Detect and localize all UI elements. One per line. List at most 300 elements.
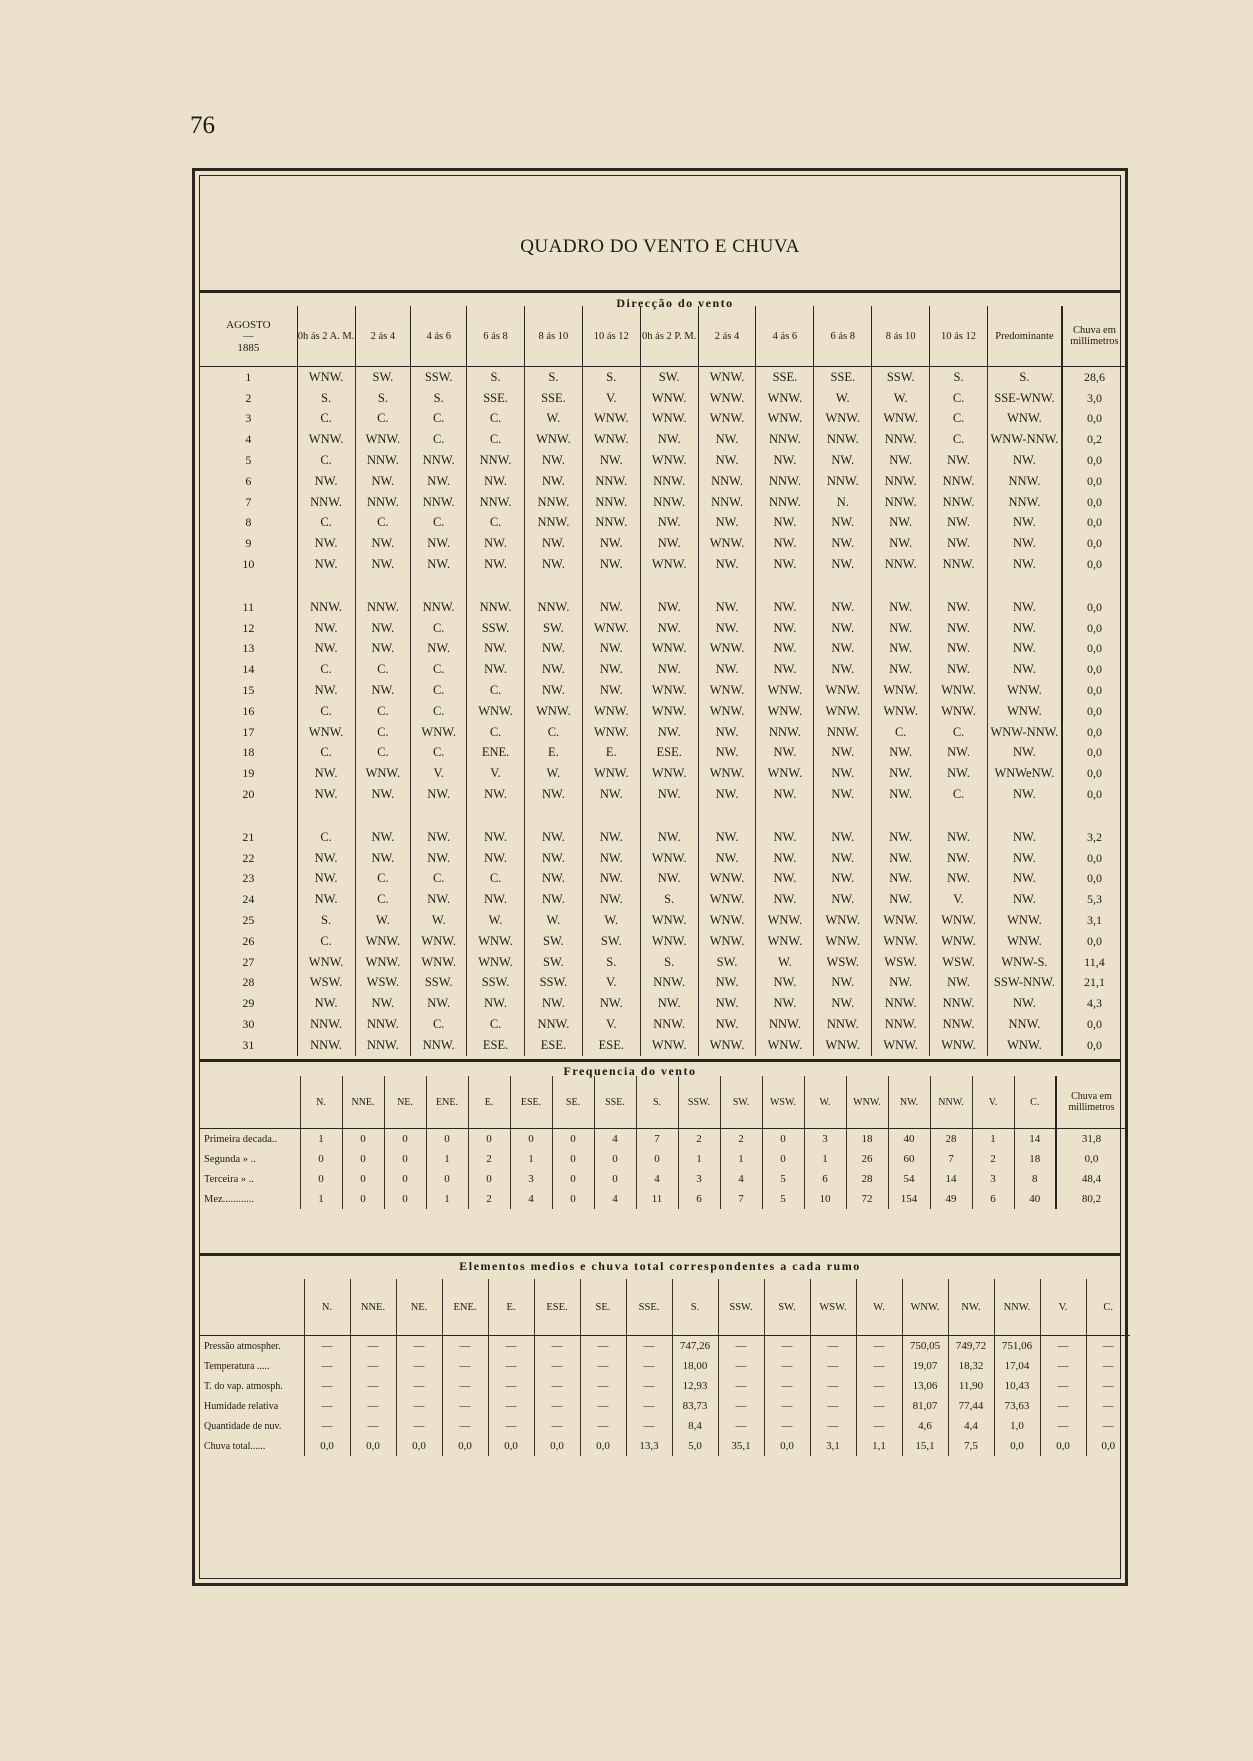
elements-row-label: Quantidade de nuv. [204,1420,282,1432]
rain-cell: 11,4 [1062,952,1126,973]
wind-cell: WNW. [698,367,756,388]
wind-cell: NW. [987,993,1061,1014]
frequency-cell: 0 [552,1129,594,1150]
rain-cell: 0,0 [1062,1014,1126,1035]
wind-cell: C. [411,429,467,450]
wind-cell: WNW. [467,952,525,973]
gap-cell [987,805,1061,827]
frequency-cell: 72 [846,1189,888,1209]
wind-cell: NW. [582,597,640,618]
table-row [200,1376,1130,1396]
elements-cell: — [534,1376,580,1396]
frequency-cell: 0 [552,1189,594,1209]
elements-cell: — [580,1376,626,1396]
wind-column-header: 2 ás 4 [355,306,411,367]
elements-body [200,1336,1130,1457]
wind-cell: NW. [814,784,872,805]
elements-cell: 17,04 [994,1356,1040,1376]
wind-cell: S. [467,367,525,388]
day-cell: 16 [200,701,297,722]
elements-cell: 0,0 [1086,1436,1130,1456]
wind-cell: WNW. [930,931,988,952]
elements-column-header: WNW. [902,1279,948,1336]
wind-cell: NW. [355,618,411,639]
frequency-cell: 0 [636,1149,678,1169]
day-cell: 27 [200,952,297,973]
frequency-header-row [200,1076,1126,1129]
frequency-cell: 1 [720,1149,762,1169]
elements-cell: — [856,1416,902,1436]
wind-direction-body [200,367,1126,1056]
elements-cell: — [534,1416,580,1436]
wind-cell: WNW. [467,701,525,722]
wind-cell: W. [467,910,525,931]
day-cell: 29 [200,993,297,1014]
wind-cell: WNW. [640,680,698,701]
page-number: 76 [190,112,215,139]
wind-cell: NNW. [582,471,640,492]
frequency-cell: 1 [300,1189,342,1209]
day-cell: 17 [200,722,297,743]
gap-cell [698,805,756,827]
wind-cell: WNW. [467,931,525,952]
table-row [200,450,1126,471]
table-row [200,1189,1126,1209]
table-row [200,409,1126,430]
elements-row-label: T. do vap. atmosph. [204,1380,283,1392]
wind-cell: C. [411,1014,467,1035]
elements-cell: — [304,1356,350,1376]
wind-cell: NW. [355,848,411,869]
elements-cell: — [396,1376,442,1396]
wind-column-header: 8 ás 10 [872,306,930,367]
wind-cell: W. [524,910,582,931]
elements-cell: 11,90 [948,1376,994,1396]
wind-cell: WNW. [987,910,1061,931]
rain-cell: 0,0 [1062,533,1126,554]
rule-top [200,290,1120,293]
wind-cell: NW. [756,869,814,890]
wind-cell: ESE. [524,1035,582,1056]
frequency-cell: 0 [426,1129,468,1150]
elements-cell: 7,5 [948,1436,994,1456]
wind-cell: NW. [297,471,355,492]
wind-cell: NW. [756,639,814,660]
wind-cell: WNW. [814,701,872,722]
wind-cell: S. [640,889,698,910]
table-row [200,429,1126,450]
wind-cell: C. [467,1014,525,1035]
elements-cell: 83,73 [672,1396,718,1416]
gap-cell [756,805,814,827]
elements-column-header: NNW. [994,1279,1040,1336]
wind-cell: NW. [698,743,756,764]
wind-cell: V. [582,388,640,409]
frequency-cell: 0 [300,1149,342,1169]
wind-cell: WNW. [872,701,930,722]
elements-cell: — [396,1336,442,1357]
wind-cell: C. [524,722,582,743]
gap-cell [297,575,355,597]
day-cell: 10 [200,554,297,575]
frequency-column-header: N. [300,1076,342,1129]
rain-cell: 0,0 [1062,848,1126,869]
gap-cell [467,575,525,597]
wind-cell: NNW. [355,492,411,513]
wind-cell: NW. [987,659,1061,680]
wind-cell: NW. [930,763,988,784]
wind-cell: NW. [756,618,814,639]
elements-cell: — [350,1336,396,1357]
table-row [200,1396,1130,1416]
wind-cell: WNW. [756,388,814,409]
wind-cell: NW. [814,869,872,890]
frequency-cell: 3 [510,1169,552,1189]
wind-cell: WNW. [814,931,872,952]
wind-cell: NW. [698,784,756,805]
wind-cell: NW. [297,533,355,554]
wind-cell: NW. [297,889,355,910]
wind-cell: NW. [987,533,1061,554]
frequency-rain-cell: 0,0 [1056,1149,1126,1169]
wind-cell: WNW. [640,409,698,430]
wind-cell: SSW. [411,973,467,994]
elements-cell: — [810,1416,856,1436]
wind-cell: NW. [814,659,872,680]
wind-cell: NW. [756,743,814,764]
elements-column-header: E. [488,1279,534,1336]
wind-cell: W. [411,910,467,931]
wind-cell: NW. [411,889,467,910]
wind-cell: NW. [640,513,698,534]
wind-cell: SW. [355,367,411,388]
wind-cell: WNW. [756,931,814,952]
elements-cell: — [810,1336,856,1357]
wind-cell: WNW. [411,952,467,973]
elements-cell: — [350,1356,396,1376]
gap-cell [411,575,467,597]
table-row [200,889,1126,910]
day-cell: 31 [200,1035,297,1056]
wind-cell: NW. [814,513,872,534]
wind-cell: NW. [524,471,582,492]
wind-cell: NW. [814,639,872,660]
elements-cell: — [856,1356,902,1376]
table-row [200,1014,1126,1035]
wind-cell: NNW. [872,554,930,575]
rain-cell: 28,6 [1062,367,1126,388]
wind-cell: C. [297,659,355,680]
elements-cell: — [1040,1356,1086,1376]
elements-cell: — [1086,1336,1130,1357]
elements-cell: — [626,1396,672,1416]
wind-cell: SSE. [756,367,814,388]
wind-cell: ENE. [467,743,525,764]
wind-cell: NW. [930,743,988,764]
table-row [200,1035,1126,1056]
rain-cell: 5,3 [1062,889,1126,910]
frequency-row-label: Primeira decada.. [204,1133,278,1145]
wind-cell: NW. [698,597,756,618]
frequency-cell: 1 [510,1149,552,1169]
wind-cell: NW. [582,869,640,890]
rule-frequency [200,1059,1120,1062]
wind-cell: NW. [872,639,930,660]
wind-cell: NW. [524,848,582,869]
wind-cell: WNW. [987,931,1061,952]
wind-cell: SW. [698,952,756,973]
day-cell: 7 [200,492,297,513]
elements-cell: 1,1 [856,1436,902,1456]
frequency-column-header: WNW. [846,1076,888,1129]
elements-cell: — [488,1356,534,1376]
frequency-cell: 0 [342,1169,384,1189]
frequency-cell: 2 [678,1129,720,1150]
table-row [200,597,1126,618]
frequency-cell: 0 [300,1169,342,1189]
elements-cell: 5,0 [672,1436,718,1456]
elements-cell: — [856,1376,902,1396]
elements-cell: — [488,1416,534,1436]
wind-cell: C. [467,722,525,743]
wind-cell: NNW. [297,492,355,513]
wind-cell: WNW. [640,910,698,931]
wind-cell: NNW. [467,597,525,618]
wind-cell: NW. [524,659,582,680]
wind-cell: WNW. [698,409,756,430]
wind-column-header: 4 ás 6 [756,306,814,367]
wind-cell: WNW. [872,931,930,952]
table-row [200,827,1126,848]
elements-row-label: Chuva total...... [204,1440,266,1452]
wind-cell: NW. [524,533,582,554]
elements-column-header: SSE. [626,1279,672,1336]
wind-cell: WNWeNW. [987,763,1061,784]
elements-cell: 18,32 [948,1356,994,1376]
wind-cell: NW. [756,450,814,471]
rule-elements [200,1253,1120,1256]
elements-cell: — [764,1356,810,1376]
wind-cell: WNW. [987,680,1061,701]
wind-cell: WNW. [698,763,756,784]
wind-cell: NNW. [698,492,756,513]
frequency-cell: 28 [930,1129,972,1150]
frequency-row-label: Segunda » .. [204,1153,256,1165]
wind-cell: NW. [872,784,930,805]
wind-cell: WNW. [297,367,355,388]
wind-cell: WNW. [297,952,355,973]
wind-cell: NNW. [640,1014,698,1035]
elements-cell: — [626,1336,672,1357]
frequency-cell: 3 [678,1169,720,1189]
elements-cell: 77,44 [948,1396,994,1416]
wind-cell: C. [355,869,411,890]
wind-cell: NW. [872,533,930,554]
wind-cell: NW. [640,993,698,1014]
wind-cell: NNW. [872,1014,930,1035]
wind-cell: NW. [355,993,411,1014]
wind-cell: NW. [930,639,988,660]
wind-cell: WNW-S. [987,952,1061,973]
gap-cell [756,575,814,597]
table-row [200,618,1126,639]
frequency-column-header: ESE. [510,1076,552,1129]
wind-column-header: 6 ás 8 [467,306,525,367]
rain-cell: 0,0 [1062,869,1126,890]
elements-cell: 13,06 [902,1376,948,1396]
wind-cell: NW. [640,827,698,848]
frequency-cell: 2 [720,1129,762,1150]
wind-cell: NNW. [930,554,988,575]
elements-cell: — [580,1396,626,1416]
gap-cell [814,575,872,597]
wind-cell: NW. [582,639,640,660]
rain-cell: 0,0 [1062,931,1126,952]
wind-cell: WNW. [582,701,640,722]
rain-cell: 0,0 [1062,784,1126,805]
wind-cell: W. [524,763,582,784]
gap-cell [872,805,930,827]
wind-cell: NW. [814,973,872,994]
wind-cell: NNW. [297,1035,355,1056]
wind-cell: NNW. [411,1035,467,1056]
elements-cell: — [718,1396,764,1416]
wind-cell: NW. [582,659,640,680]
wind-cell: NNW. [930,492,988,513]
wind-cell: W. [524,409,582,430]
frequency-cell: 4 [720,1169,762,1189]
table-row [200,743,1126,764]
wind-cell: NW. [355,639,411,660]
gap-cell [355,805,411,827]
frequency-cell: 4 [594,1129,636,1150]
elements-cell: — [856,1396,902,1416]
frequency-cell: 0 [384,1149,426,1169]
wind-cell: NW. [640,533,698,554]
wind-column-header: Predominante [987,306,1061,367]
wind-cell: NW. [467,848,525,869]
wind-cell: C. [355,659,411,680]
table-row [200,910,1126,931]
wind-cell: S. [582,367,640,388]
wind-cell: NW. [698,848,756,869]
frequency-cell: 54 [888,1169,930,1189]
elements-column-header: SE. [580,1279,626,1336]
wind-cell: SSW. [411,367,467,388]
wind-cell: NW. [872,450,930,471]
elements-cell: — [856,1336,902,1357]
wind-cell: NNW. [524,513,582,534]
frequency-cell: 28 [846,1169,888,1189]
elements-column-header: NW. [948,1279,994,1336]
frequency-cell: 154 [888,1189,930,1209]
frequency-cell: 6 [678,1189,720,1209]
table-row [200,1336,1130,1357]
wind-cell: ESE. [467,1035,525,1056]
wind-cell: NW. [698,973,756,994]
wind-cell: NNW. [640,492,698,513]
wind-cell: NW. [698,554,756,575]
wind-cell: WSW. [355,973,411,994]
frequency-section-title: Frequencia do vento [563,1064,697,1078]
gap-cell [411,805,467,827]
wind-cell: WNW. [756,1035,814,1056]
wind-cell: NW. [698,429,756,450]
wind-cell: NNW. [814,429,872,450]
wind-cell: C. [411,513,467,534]
elements-cell: 19,07 [902,1356,948,1376]
elements-cell: — [350,1396,396,1416]
wind-cell: S. [297,910,355,931]
table-row [200,513,1126,534]
frequency-cell: 5 [762,1169,804,1189]
day-cell: 12 [200,618,297,639]
wind-cell: NNW. [698,471,756,492]
wind-cell: NW. [297,618,355,639]
gap-cell [930,575,988,597]
frequency-table [200,1076,1126,1209]
frequency-cell: 40 [1014,1189,1056,1209]
wind-cell: W. [872,388,930,409]
wind-cell: NNW. [756,722,814,743]
frequency-cell: 7 [636,1129,678,1150]
wind-cell: WNW. [987,409,1061,430]
elements-column-header: N. [304,1279,350,1336]
wind-cell: WNW. [524,701,582,722]
frequency-label-header [200,1076,300,1129]
wind-cell: NW. [698,827,756,848]
table-row [200,659,1126,680]
elements-cell: — [1086,1416,1130,1436]
frequency-cell: 0 [384,1129,426,1150]
wind-cell: C. [297,513,355,534]
frequency-cell: 0 [384,1189,426,1209]
day-cell: 9 [200,533,297,554]
frequency-cell: 14 [1014,1129,1056,1150]
table-row [200,680,1126,701]
frequency-column-header: SW. [720,1076,762,1129]
frequency-cell: 2 [468,1189,510,1209]
wind-cell: S. [640,952,698,973]
wind-cell: WNW. [987,1035,1061,1056]
wind-cell: NW. [814,827,872,848]
elements-cell: — [580,1356,626,1376]
wind-cell: NNW. [987,492,1061,513]
wind-cell: NW. [872,763,930,784]
wind-cell: SSE. [524,388,582,409]
elements-cell: 749,72 [948,1336,994,1357]
day-cell: 5 [200,450,297,471]
frequency-cell: 0 [762,1129,804,1150]
wind-cell: ESE. [640,743,698,764]
wind-cell: NW. [814,533,872,554]
wind-cell: WNW. [355,931,411,952]
wind-cell: NW. [814,618,872,639]
elements-column-header: WSW. [810,1279,856,1336]
frequency-rain-cell: 31,8 [1056,1129,1126,1150]
frequency-cell: 0 [594,1149,636,1169]
wind-cell: C. [467,869,525,890]
wind-cell: C. [467,429,525,450]
wind-cell: V. [582,1014,640,1035]
gap-cell [1062,805,1126,827]
day-cell: 23 [200,869,297,890]
frequency-cell: 5 [762,1189,804,1209]
wind-cell: NW. [698,618,756,639]
wind-cell: NNW. [756,429,814,450]
wind-cell: NW. [297,763,355,784]
elements-column-header: SW. [764,1279,810,1336]
